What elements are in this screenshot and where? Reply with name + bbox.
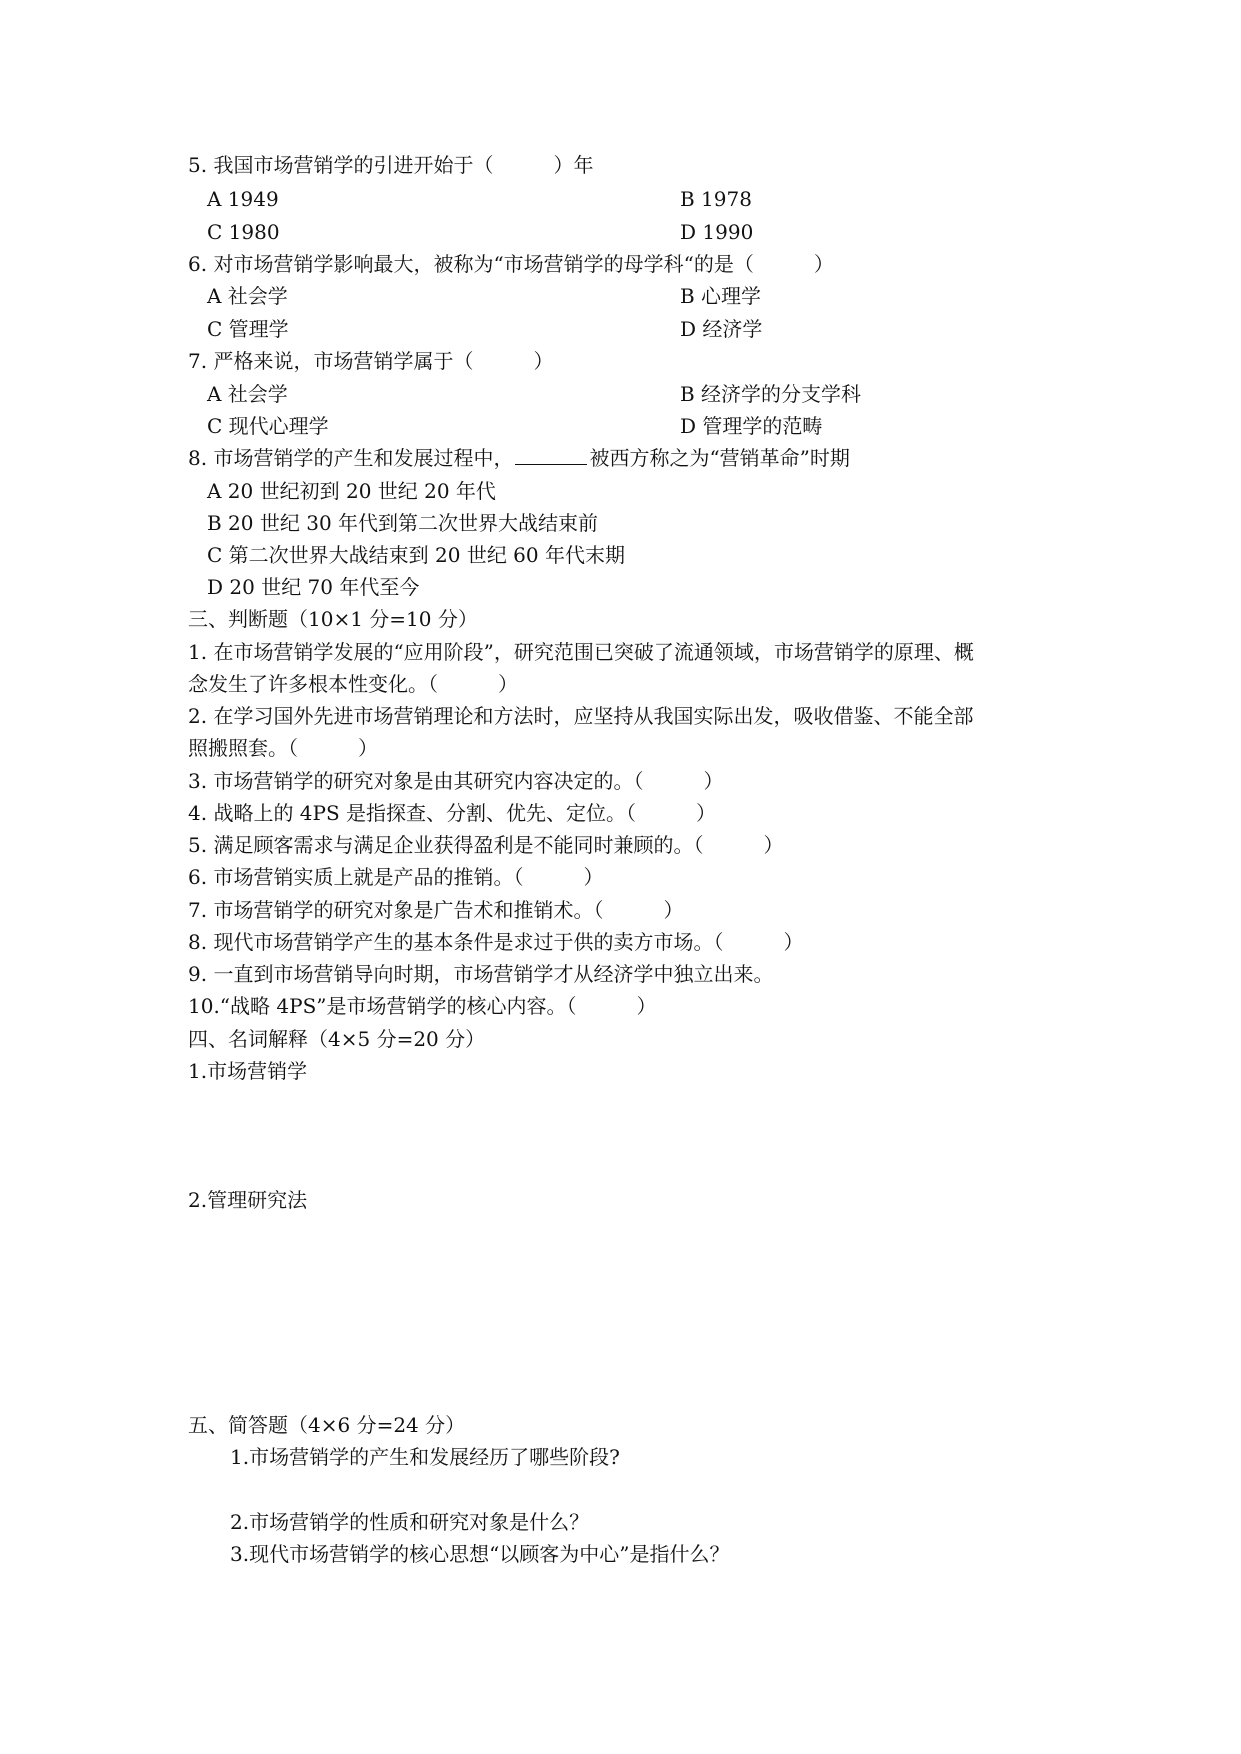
- question-5-option-c: C 1980: [207, 220, 280, 244]
- question-7-option-b: B 经济学的分支学科: [680, 382, 862, 406]
- judgment-line-11: 9. 一直到市场营销导向时期，市场营销学才从经济学中独立出来。: [188, 962, 774, 986]
- judgment-line-3: 2. 在学习国外先进市场营销理论和方法时，应坚持从我国实际出发，吸收借鉴、不能全部: [188, 704, 974, 728]
- judgment-line-4: 照搬照套。（ ）: [188, 736, 378, 760]
- question-8-option-a: A 20 世纪初到 20 世纪 20 年代: [207, 479, 496, 503]
- judgment-line-5: 3. 市场营销学的研究对象是由其研究内容决定的。（ ）: [188, 769, 724, 793]
- question-8-option-c: C 第二次世界大战结束到 20 世纪 60 年代末期: [207, 543, 625, 567]
- question-6-stem: 6. 对市场营销学影响最大，被称为“市场营销学的母学科“的是（ ）: [188, 252, 834, 276]
- judgment-line-7: 5. 满足顾客需求与满足企业获得盈利是不能同时兼顾的。（ ）: [188, 833, 784, 857]
- question-5-option-b: B 1978: [680, 187, 752, 211]
- fill-blank-line: [515, 446, 587, 465]
- question-5-stem: 5. 我国市场营销学的引进开始于（ ）年: [188, 153, 594, 177]
- short-answer-2: 2.市场营销学的性质和研究对象是什么？: [230, 1510, 590, 1534]
- judgment-line-12: 10.“战略 4PS”是市场营销学的核心内容。（ ）: [188, 994, 657, 1018]
- question-8-option-b: B 20 世纪 30 年代到第二次世界大战结束前: [207, 511, 599, 535]
- question-7-option-d: D 管理学的范畴: [680, 414, 823, 438]
- section-3-title: 三、判断题（10×1 分=10 分）: [188, 607, 478, 631]
- judgment-line-6: 4. 战略上的 4PS 是指探查、分割、优先、定位。（ ）: [188, 801, 717, 825]
- question-6-option-c: C 管理学: [207, 317, 289, 341]
- question-7-stem: 7. 严格来说，市场营销学属于（ ）: [188, 349, 554, 373]
- section-5-title: 五、简答题（4×6 分=24 分）: [188, 1413, 466, 1437]
- question-8-stem-before: 8. 市场营销学的产生和发展过程中，: [188, 446, 514, 470]
- question-8-stem-after: 被西方称之为“营销革命”时期: [589, 446, 850, 470]
- judgment-line-8: 6. 市场营销实质上就是产品的推销。（ ）: [188, 865, 604, 889]
- term-2: 2.管理研究法: [188, 1188, 308, 1212]
- section-4-title: 四、名词解释（4×5 分=20 分）: [188, 1027, 486, 1051]
- term-1: 1.市场营销学: [188, 1059, 308, 1083]
- judgment-line-1: 1. 在市场营销学发展的“应用阶段”，研究范围已突破了流通领域，市场营销学的原理、概: [188, 640, 974, 664]
- question-8-stem: [188, 445, 850, 471]
- question-6-option-d: D 经济学: [680, 317, 763, 341]
- question-6-option-b: B 心理学: [680, 284, 762, 308]
- judgment-line-9: 7. 市场营销学的研究对象是广告术和推销术。（ ）: [188, 898, 684, 922]
- question-7-option-a: A 社会学: [207, 382, 288, 406]
- question-8-option-d: D 20 世纪 70 年代至今: [207, 575, 420, 599]
- short-answer-3: 3.现代市场营销学的核心思想“以顾客为中心”是指什么？: [230, 1542, 730, 1566]
- question-7-option-c: C 现代心理学: [207, 414, 329, 438]
- judgment-line-2: 念发生了许多根本性变化。（ ）: [188, 672, 518, 696]
- question-6-option-a: A 社会学: [207, 284, 288, 308]
- judgment-line-10: 8. 现代市场营销学产生的基本条件是求过于供的卖方市场。（ ）: [188, 930, 804, 954]
- question-5-option-d: D 1990: [680, 220, 754, 244]
- question-5-option-a: A 1949: [207, 187, 279, 211]
- short-answer-1: 1.市场营销学的产生和发展经历了哪些阶段?: [230, 1445, 620, 1469]
